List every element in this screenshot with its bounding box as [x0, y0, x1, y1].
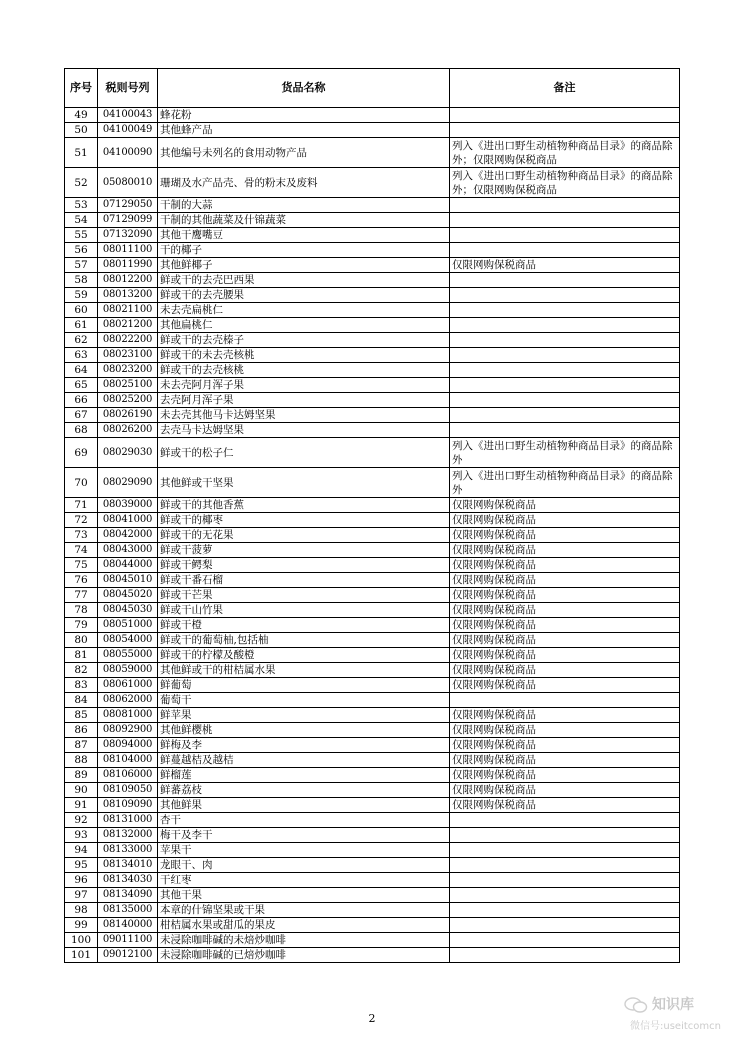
cell-name: 其他鲜果 — [158, 798, 450, 813]
cell-name: 鲜或干鳄梨 — [158, 558, 450, 573]
cell-note: 仅限网购保税商品 — [450, 753, 680, 768]
wechat-icon — [624, 997, 648, 1013]
header-note: 备注 — [450, 69, 680, 108]
cell-code: 08013200 — [98, 288, 158, 303]
table-row — [65, 663, 680, 678]
header-no: 序号 — [65, 69, 98, 108]
cell-note: 仅限网购保税商品 — [450, 258, 680, 273]
cell-code: 08012200 — [98, 273, 158, 288]
cell-code: 08133000 — [98, 843, 158, 858]
cell-note — [450, 288, 680, 303]
cell-code: 08109090 — [98, 798, 158, 813]
cell-note — [450, 228, 680, 243]
cell-note — [450, 693, 680, 708]
table-row — [65, 303, 680, 318]
table-row — [65, 933, 680, 948]
cell-code: 08023200 — [98, 363, 158, 378]
cell-note — [450, 873, 680, 888]
cell-note — [450, 858, 680, 873]
cell-note — [450, 378, 680, 393]
table-row — [65, 918, 680, 933]
table-row — [65, 333, 680, 348]
cell-note: 仅限网购保税商品 — [450, 603, 680, 618]
cell-no: 68 — [65, 423, 98, 438]
table-header-row — [65, 69, 680, 108]
table-row — [65, 348, 680, 363]
table-row — [65, 888, 680, 903]
cell-note — [450, 423, 680, 438]
cell-no: 100 — [65, 933, 98, 948]
cell-name: 苹果干 — [158, 843, 450, 858]
cell-name: 蜂花粉 — [158, 108, 450, 123]
header-code: 税则号列 — [98, 69, 158, 108]
cell-no: 49 — [65, 108, 98, 123]
cell-note: 仅限网购保税商品 — [450, 648, 680, 663]
cell-note — [450, 243, 680, 258]
table-row — [65, 633, 680, 648]
cell-no: 91 — [65, 798, 98, 813]
cell-no: 52 — [65, 168, 98, 198]
cell-name: 鲜榴莲 — [158, 768, 450, 783]
cell-name: 其他鲜椰子 — [158, 258, 450, 273]
cell-no: 67 — [65, 408, 98, 423]
cell-name: 未去壳阿月浑子果 — [158, 378, 450, 393]
cell-code: 08021200 — [98, 318, 158, 333]
cell-code: 08131000 — [98, 813, 158, 828]
goods-table — [64, 68, 680, 963]
cell-name: 鲜或干橙 — [158, 618, 450, 633]
table-row — [65, 243, 680, 258]
table-row — [65, 573, 680, 588]
cell-no: 89 — [65, 768, 98, 783]
cell-code: 08054000 — [98, 633, 158, 648]
cell-note: 列入《进出口野生动植物种商品目录》的商品除外；仅限网购保税商品 — [450, 168, 680, 198]
cell-code: 08061000 — [98, 678, 158, 693]
cell-no: 79 — [65, 618, 98, 633]
cell-note — [450, 933, 680, 948]
cell-name: 鲜或干菠萝 — [158, 543, 450, 558]
cell-no: 58 — [65, 273, 98, 288]
cell-code: 08134090 — [98, 888, 158, 903]
cell-no: 69 — [65, 438, 98, 468]
cell-no: 66 — [65, 393, 98, 408]
cell-code: 07132090 — [98, 228, 158, 243]
table-row — [65, 138, 680, 168]
cell-note: 仅限网购保税商品 — [450, 513, 680, 528]
cell-code: 08029030 — [98, 438, 158, 468]
cell-note: 仅限网购保税商品 — [450, 738, 680, 753]
cell-no: 97 — [65, 888, 98, 903]
cell-no: 63 — [65, 348, 98, 363]
cell-no: 64 — [65, 363, 98, 378]
cell-code: 09011100 — [98, 933, 158, 948]
cell-note — [450, 918, 680, 933]
cell-code: 04100049 — [98, 123, 158, 138]
cell-note — [450, 108, 680, 123]
cell-name: 鲜或干芒果 — [158, 588, 450, 603]
cell-name: 鲜或干的未去壳核桃 — [158, 348, 450, 363]
cell-code: 08132000 — [98, 828, 158, 843]
table-row — [65, 873, 680, 888]
cell-code: 08044000 — [98, 558, 158, 573]
cell-name: 鲜蕃荔枝 — [158, 783, 450, 798]
watermark-sub: 微信号:useitcomcn — [630, 1021, 721, 1032]
table-row — [65, 288, 680, 303]
cell-code: 08029090 — [98, 468, 158, 498]
cell-code: 08104000 — [98, 753, 158, 768]
cell-code: 08043000 — [98, 543, 158, 558]
cell-note: 仅限网购保税商品 — [450, 558, 680, 573]
cell-name: 其他扁桃仁 — [158, 318, 450, 333]
table-row — [65, 858, 680, 873]
cell-code: 05080010 — [98, 168, 158, 198]
cell-no: 56 — [65, 243, 98, 258]
cell-name: 未去壳其他马卡达姆坚果 — [158, 408, 450, 423]
table-body — [65, 108, 680, 963]
cell-note: 仅限网购保税商品 — [450, 708, 680, 723]
table-row — [65, 363, 680, 378]
cell-code: 08045020 — [98, 588, 158, 603]
cell-note: 仅限网购保税商品 — [450, 573, 680, 588]
cell-code: 08025100 — [98, 378, 158, 393]
cell-code: 07129050 — [98, 198, 158, 213]
cell-no: 59 — [65, 288, 98, 303]
cell-code: 09012100 — [98, 948, 158, 963]
table-row — [65, 948, 680, 963]
table-row — [65, 378, 680, 393]
table-row — [65, 468, 680, 498]
cell-no: 54 — [65, 213, 98, 228]
cell-name: 干制的大蒜 — [158, 198, 450, 213]
cell-code: 08026190 — [98, 408, 158, 423]
cell-name: 未浸除咖啡碱的未焙炒咖啡 — [158, 933, 450, 948]
cell-note: 仅限网购保税商品 — [450, 498, 680, 513]
table-row — [65, 693, 680, 708]
cell-code: 08026200 — [98, 423, 158, 438]
table-row — [65, 408, 680, 423]
cell-name: 杏干 — [158, 813, 450, 828]
cell-name: 其他蜂产品 — [158, 123, 450, 138]
cell-name: 去壳阿月浑子果 — [158, 393, 450, 408]
table-row — [65, 813, 680, 828]
cell-name: 鲜葡萄 — [158, 678, 450, 693]
cell-name: 梅干及李干 — [158, 828, 450, 843]
table-row — [65, 213, 680, 228]
cell-note: 列入《进出口野生动植物种商品目录》的商品除外；仅限网购保税商品 — [450, 138, 680, 168]
cell-no: 80 — [65, 633, 98, 648]
cell-no: 71 — [65, 498, 98, 513]
cell-note: 仅限网购保税商品 — [450, 618, 680, 633]
header-name: 货品名称 — [158, 69, 450, 108]
cell-name: 其他干果 — [158, 888, 450, 903]
table-row — [65, 603, 680, 618]
cell-name: 未去壳扁桃仁 — [158, 303, 450, 318]
cell-no: 74 — [65, 543, 98, 558]
cell-name: 龙眼干、肉 — [158, 858, 450, 873]
cell-name: 鲜苹果 — [158, 708, 450, 723]
cell-code: 08106000 — [98, 768, 158, 783]
table-row — [65, 708, 680, 723]
cell-note — [450, 198, 680, 213]
cell-no: 87 — [65, 738, 98, 753]
cell-code: 08045010 — [98, 573, 158, 588]
cell-name: 鲜或干的松子仁 — [158, 438, 450, 468]
cell-no: 84 — [65, 693, 98, 708]
table-row — [65, 783, 680, 798]
cell-no: 76 — [65, 573, 98, 588]
cell-code: 08109050 — [98, 783, 158, 798]
table-row — [65, 618, 680, 633]
table-row — [65, 273, 680, 288]
cell-name: 鲜或干山竹果 — [158, 603, 450, 618]
cell-code: 08011990 — [98, 258, 158, 273]
table-row — [65, 678, 680, 693]
cell-name: 本章的什锦坚果或干果 — [158, 903, 450, 918]
table-row — [65, 903, 680, 918]
cell-code: 08011100 — [98, 243, 158, 258]
cell-no: 55 — [65, 228, 98, 243]
cell-note — [450, 303, 680, 318]
cell-code: 04100043 — [98, 108, 158, 123]
table-row — [65, 123, 680, 138]
cell-note — [450, 393, 680, 408]
cell-note — [450, 813, 680, 828]
table-row — [65, 798, 680, 813]
cell-note — [450, 828, 680, 843]
cell-name: 葡萄干 — [158, 693, 450, 708]
cell-code: 04100090 — [98, 138, 158, 168]
cell-no: 62 — [65, 333, 98, 348]
table-row — [65, 588, 680, 603]
cell-name: 鲜或干的去壳榛子 — [158, 333, 450, 348]
cell-note: 列入《进出口野生动植物种商品目录》的商品除外 — [450, 438, 680, 468]
cell-name: 干制的其他蔬菜及什锦蔬菜 — [158, 213, 450, 228]
table-row — [65, 648, 680, 663]
cell-name: 柑桔属水果或甜瓜的果皮 — [158, 918, 450, 933]
cell-no: 95 — [65, 858, 98, 873]
cell-code: 08055000 — [98, 648, 158, 663]
cell-code: 08045030 — [98, 603, 158, 618]
cell-name: 未浸除咖啡碱的已焙炒咖啡 — [158, 948, 450, 963]
cell-code: 08134010 — [98, 858, 158, 873]
cell-name: 鲜或干的去壳核桃 — [158, 363, 450, 378]
cell-no: 82 — [65, 663, 98, 678]
cell-no: 86 — [65, 723, 98, 738]
cell-note — [450, 948, 680, 963]
cell-no: 75 — [65, 558, 98, 573]
cell-code: 07129099 — [98, 213, 158, 228]
cell-code: 08081000 — [98, 708, 158, 723]
cell-no: 61 — [65, 318, 98, 333]
cell-code: 08042000 — [98, 528, 158, 543]
cell-code: 08134030 — [98, 873, 158, 888]
cell-note — [450, 348, 680, 363]
cell-code: 08021100 — [98, 303, 158, 318]
table-row — [65, 843, 680, 858]
cell-note: 仅限网购保税商品 — [450, 768, 680, 783]
table-row — [65, 558, 680, 573]
table-row — [65, 168, 680, 198]
table-row — [65, 108, 680, 123]
cell-code: 08092900 — [98, 723, 158, 738]
cell-note: 仅限网购保税商品 — [450, 588, 680, 603]
cell-name: 鲜或干的柠檬及酸橙 — [158, 648, 450, 663]
table-row — [65, 768, 680, 783]
cell-note — [450, 408, 680, 423]
cell-code: 08135000 — [98, 903, 158, 918]
cell-code: 08094000 — [98, 738, 158, 753]
cell-no: 83 — [65, 678, 98, 693]
table-row — [65, 753, 680, 768]
cell-name: 干红枣 — [158, 873, 450, 888]
cell-note: 仅限网购保税商品 — [450, 783, 680, 798]
cell-name: 鲜或干番石榴 — [158, 573, 450, 588]
page-number: 2 — [368, 1012, 376, 1025]
cell-name: 鲜梅及李 — [158, 738, 450, 753]
cell-no: 77 — [65, 588, 98, 603]
cell-no: 51 — [65, 138, 98, 168]
cell-no: 101 — [65, 948, 98, 963]
cell-no: 81 — [65, 648, 98, 663]
cell-note — [450, 213, 680, 228]
cell-no: 65 — [65, 378, 98, 393]
cell-note — [450, 888, 680, 903]
cell-name: 鲜或干的其他香蕉 — [158, 498, 450, 513]
cell-note: 仅限网购保税商品 — [450, 798, 680, 813]
cell-name: 鲜蔓越桔及越桔 — [158, 753, 450, 768]
cell-name: 去壳马卡达姆坚果 — [158, 423, 450, 438]
table-row — [65, 543, 680, 558]
cell-no: 60 — [65, 303, 98, 318]
table-row — [65, 393, 680, 408]
cell-note: 仅限网购保税商品 — [450, 663, 680, 678]
cell-no: 94 — [65, 843, 98, 858]
cell-no: 99 — [65, 918, 98, 933]
cell-no: 96 — [65, 873, 98, 888]
table-row — [65, 228, 680, 243]
cell-note — [450, 273, 680, 288]
cell-no: 93 — [65, 828, 98, 843]
cell-note: 仅限网购保税商品 — [450, 723, 680, 738]
table-row — [65, 423, 680, 438]
cell-no: 90 — [65, 783, 98, 798]
cell-code: 08059000 — [98, 663, 158, 678]
cell-name: 鲜或干的椰枣 — [158, 513, 450, 528]
cell-name: 珊瑚及水产品壳、骨的粉末及废料 — [158, 168, 450, 198]
cell-note — [450, 363, 680, 378]
cell-name: 其他编号未列名的食用动物产品 — [158, 138, 450, 168]
table-row — [65, 198, 680, 213]
cell-no: 98 — [65, 903, 98, 918]
watermark — [624, 994, 734, 1034]
cell-note: 仅限网购保税商品 — [450, 543, 680, 558]
cell-code: 08022200 — [98, 333, 158, 348]
cell-name: 其他鲜或干的柑桔属水果 — [158, 663, 450, 678]
cell-name: 其他鲜樱桃 — [158, 723, 450, 738]
cell-no: 92 — [65, 813, 98, 828]
cell-name: 鲜或干的葡萄柚,包括柚 — [158, 633, 450, 648]
cell-name: 干的椰子 — [158, 243, 450, 258]
cell-no: 50 — [65, 123, 98, 138]
cell-code: 08062000 — [98, 693, 158, 708]
cell-code: 08140000 — [98, 918, 158, 933]
table-row — [65, 513, 680, 528]
cell-no: 57 — [65, 258, 98, 273]
table-row — [65, 438, 680, 468]
cell-no: 73 — [65, 528, 98, 543]
cell-no: 78 — [65, 603, 98, 618]
cell-code: 08023100 — [98, 348, 158, 363]
goods-table-container — [64, 68, 679, 963]
cell-name: 其他干鹰嘴豆 — [158, 228, 450, 243]
cell-name: 鲜或干的无花果 — [158, 528, 450, 543]
cell-code: 08025200 — [98, 393, 158, 408]
cell-note: 列入《进出口野生动植物种商品目录》的商品除外 — [450, 468, 680, 498]
cell-code: 08039000 — [98, 498, 158, 513]
cell-name: 鲜或干的去壳巴西果 — [158, 273, 450, 288]
cell-note: 仅限网购保税商品 — [450, 528, 680, 543]
table-row — [65, 738, 680, 753]
cell-note: 仅限网购保税商品 — [450, 678, 680, 693]
cell-note — [450, 318, 680, 333]
cell-note — [450, 333, 680, 348]
cell-no: 72 — [65, 513, 98, 528]
watermark-brand: 知识库 — [652, 997, 694, 1013]
cell-code: 08051000 — [98, 618, 158, 633]
cell-note — [450, 903, 680, 918]
cell-no: 70 — [65, 468, 98, 498]
table-row — [65, 828, 680, 843]
table-row — [65, 528, 680, 543]
watermark-logo — [624, 994, 694, 1014]
cell-name: 其他鲜或干坚果 — [158, 468, 450, 498]
table-row — [65, 318, 680, 333]
cell-code: 08041000 — [98, 513, 158, 528]
cell-no: 85 — [65, 708, 98, 723]
cell-no: 88 — [65, 753, 98, 768]
table-row — [65, 723, 680, 738]
cell-name: 鲜或干的去壳腰果 — [158, 288, 450, 303]
cell-note — [450, 843, 680, 858]
cell-note: 仅限网购保税商品 — [450, 633, 680, 648]
cell-no: 53 — [65, 198, 98, 213]
table-row — [65, 258, 680, 273]
table-row — [65, 498, 680, 513]
cell-note — [450, 123, 680, 138]
